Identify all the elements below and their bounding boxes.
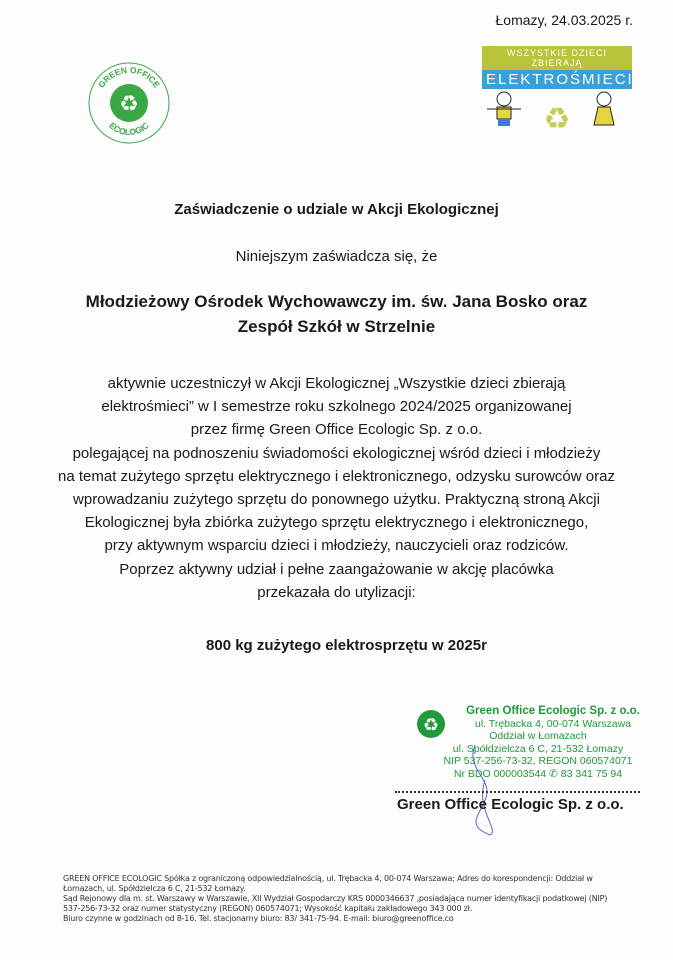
- document-date: Łomazy, 24.03.2025 r.: [495, 12, 633, 28]
- logo-banner-bottom: ELEKTROŚMIECI: [482, 70, 632, 89]
- body-line: na temat zużytego sprzętu elektrycznego i elektronicznego, odzysku surowców oraz: [58, 467, 615, 485]
- body-line: Ekologicznej była zbiórka zużytego sprzętu elektrycznego i elektronicznego,: [84, 514, 589, 532]
- company-stamp: [408, 705, 668, 780]
- certificate-body: [0, 372, 673, 604]
- footer-line: 537-256-73-32 oraz numer statystyczny (REGON) 060574071; Wysokość kapitału zakładowego 343 000 zł.: [63, 904, 473, 913]
- svg-text:♻: ♻: [119, 91, 139, 116]
- certificate-title: Zaświadczenie o udziale w Akcji Ekologicznej: [174, 201, 499, 218]
- body-line: wprowadzaniu zużytego sprzętu do ponownego użytku. Praktyczną stroną Akcji: [73, 491, 600, 509]
- company-footer: [63, 874, 653, 924]
- stamp-line: NIP 537-256-73-32, REGON 060574071: [443, 755, 633, 767]
- body-line: przy aktywnym wsparciu dzieci i młodzieży, nauczycieli oraz rodziców.: [104, 537, 569, 555]
- body-line: elektrośmieci” w I semestrze roku szkolnego 2024/2025 organizowanej: [101, 398, 572, 416]
- collected-amount: 800 kg zużytego elektrosprzętu w 2025r: [206, 637, 487, 654]
- children-recycle-illustration: [482, 89, 632, 139]
- svg-text:GREEN OFFICE: GREEN OFFICE: [96, 64, 162, 90]
- signer-name: Green Office Ecologic Sp. z o.o.: [397, 796, 624, 813]
- body-line: Poprzez aktywny udział i pełne zaangażowanie w akcję placówka: [119, 560, 554, 578]
- wszystkie-dzieci-zbieraja-elektrosmieci-logo: [482, 46, 632, 146]
- footer-line: Sąd Rejonowy dla m. st. Warszawy w Warszawie, XII Wydział Gospodarczy KRS 0000346637 ,posiadająca numer identyfikacji podatkowej (NIP): [63, 894, 608, 903]
- organization-line: Młodzieżowy Ośrodek Wychowawczy im. św. Jana Bosko oraz: [85, 292, 588, 311]
- organization-name: [0, 289, 673, 339]
- body-line: przekazała do utylizacji:: [257, 583, 416, 601]
- organization-line: Zespół Szkół w Strzelnie: [237, 317, 436, 336]
- body-line: aktywnie uczestniczył w Akcji Ekologicznej „Wszystkie dzieci zbierają: [107, 375, 566, 392]
- logo-banner-top: WSZYSTKIE DZIECI ZBIERAJĄ: [482, 46, 632, 70]
- stamp-recycle-icon: [414, 707, 448, 741]
- stamp-line: Nr BDO 000003544 ✆ 83 341 75 94: [453, 767, 623, 780]
- footer-line: GREEN OFFICE ECOLOGIC Spółka z ograniczoną odpowiedzialnością, ul. Trębacka 4, 00-074 Warszawa; Adres do korespondencji: Oddział w: [63, 874, 593, 883]
- svg-text:ECOLOGIC: ECOLOGIC: [107, 120, 151, 138]
- signature-line: [395, 791, 640, 793]
- signature: [455, 740, 515, 840]
- body-line: przez firmę Green Office Ecologic Sp. z o.o.: [190, 421, 483, 439]
- stamp-line: ul. Spółdzielcza 6 C, 21-532 Łomazy: [452, 742, 624, 755]
- footer-line: Biuro czynne w godzinach od 8-16. Tel. stacjonarny biuro: 83/ 341-75-94. E-mail: biuro@greenoffice.co: [63, 914, 454, 923]
- svg-text:♻: ♻: [422, 715, 440, 735]
- intro-text: Niniejszym zaświadcza się, że: [235, 248, 438, 265]
- stamp-line: Green Office Ecologic Sp. z o.o.: [466, 705, 640, 717]
- green-office-ecologic-logo: [86, 60, 172, 146]
- svg-text:♻: ♻: [543, 103, 571, 136]
- stamp-line: Oddział w Łomazach: [489, 730, 587, 742]
- body-line: polegającej na podnoszeniu świadomości ekologicznej wśród dzieci i młodzieży: [72, 444, 601, 462]
- footer-line: Łomazach, ul. Spółdzielcza 6 C, 21-532 Łomazy.: [63, 884, 246, 893]
- stamp-line: ul. Trębacka 4, 00-074 Warszawa: [474, 717, 632, 730]
